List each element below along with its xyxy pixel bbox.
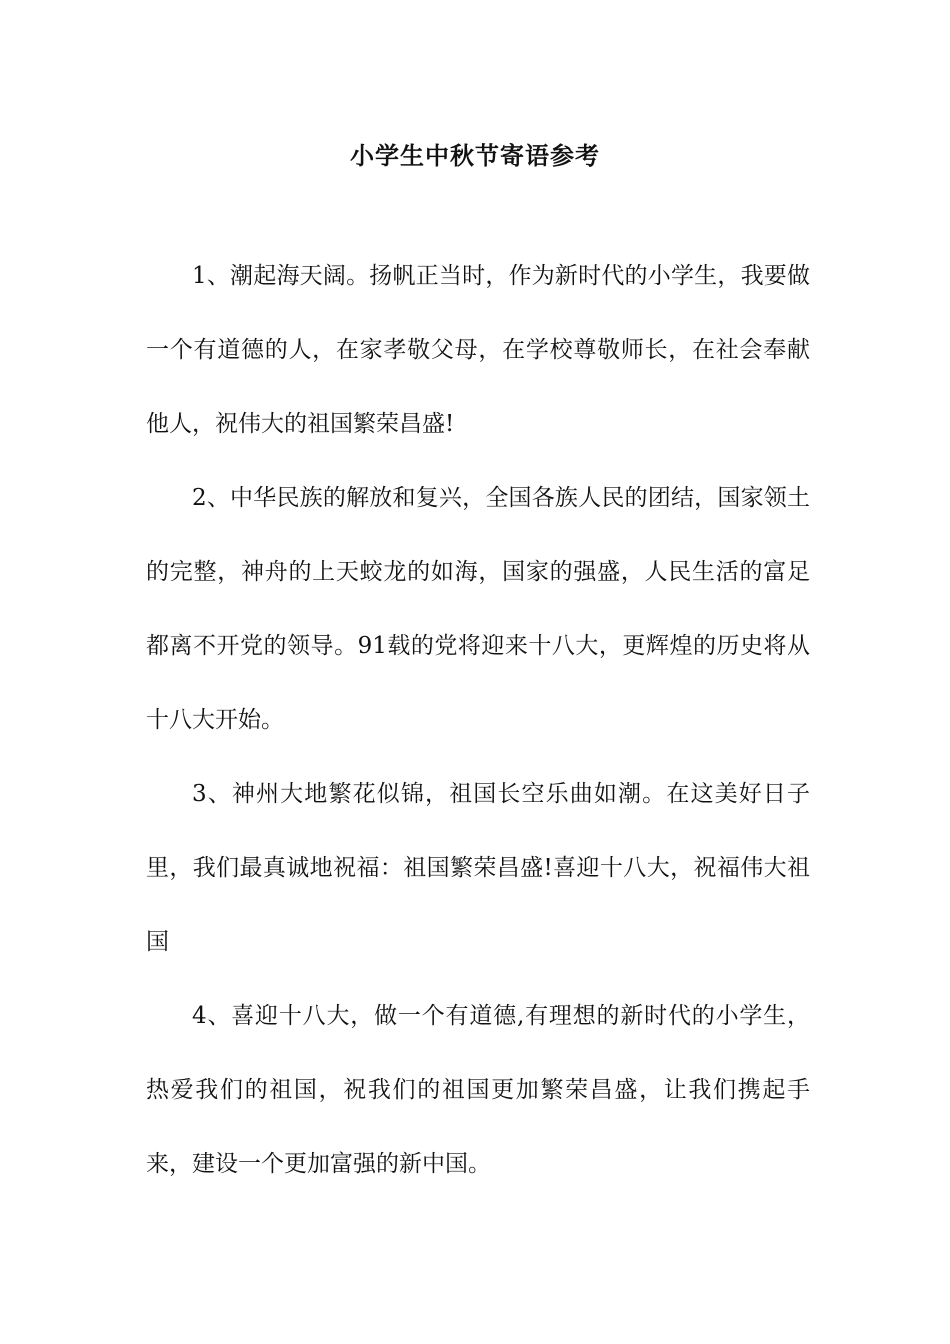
document-title: 小学生中秋节寄语参考 <box>350 141 600 170</box>
paragraph-1: 1、潮起海天阔。扬帆正当时，作为新时代的小学生，我要做一个有道德的人，在家孝敬父母，在学校尊敬师长，在社会奉献他人，祝伟大的祖国繁荣昌盛! <box>146 263 810 437</box>
paragraph-3: 3、神州大地繁花似锦，祖国长空乐曲如潮。在这美好日子里，我们最真诚地祝福：祖国繁荣昌盛!喜迎十八大，祝福伟大祖国 <box>146 781 810 955</box>
paragraph-4: 4、喜迎十八大，做一个有道德,有理想的新时代的小学生，热爱我们的祖国，祝我们的祖国更加繁荣昌盛，让我们携起手来，建设一个更加富强的新中国。 <box>146 1003 810 1177</box>
paragraph-2: 2、中华民族的解放和复兴，全国各族人民的团结，国家领土的完整，神舟的上天蛟龙的如海，国家的强盛，人民生活的富足都离不开党的领导。91载的党将迎来十八大，更辉煌的历史将从十八大开始。 <box>146 485 810 733</box>
